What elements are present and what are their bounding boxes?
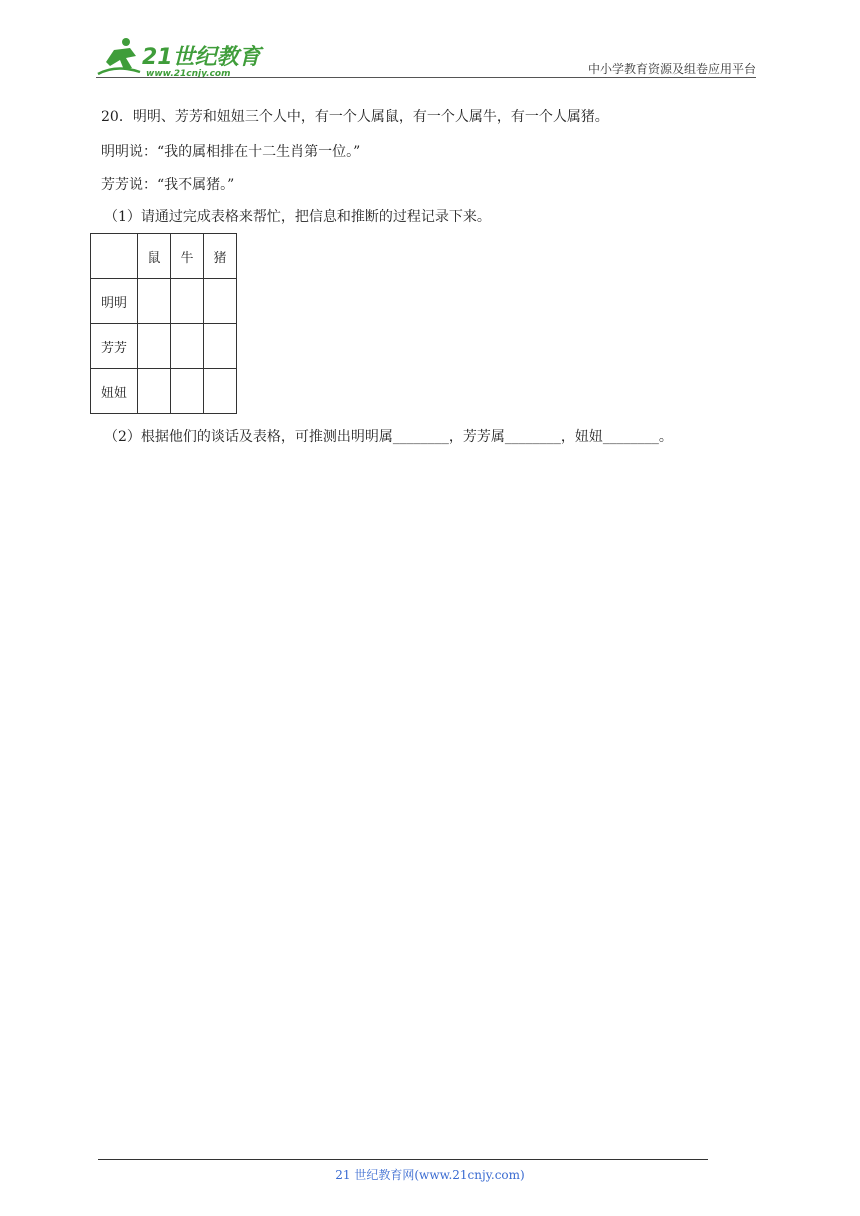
row-label-mingming: 明明 [91, 279, 138, 324]
runner-logo-icon [96, 36, 266, 80]
logo-main-text: 21世纪教育 [142, 45, 261, 70]
answer-cell[interactable] [138, 369, 171, 414]
column-header-rat: 鼠 [138, 234, 171, 279]
answer-cell[interactable] [171, 279, 204, 324]
table-row [91, 324, 237, 369]
table-row [91, 369, 237, 414]
answer-cell[interactable] [171, 324, 204, 369]
site-logo [96, 36, 266, 80]
table-row [91, 279, 237, 324]
part-2-prompt: （2）根据他们的谈话及表格，可推测出明明属________，芳芳属________，妞妞________。 [104, 429, 673, 445]
answer-cell[interactable] [204, 324, 237, 369]
fangfang-statement: 芳芳说：“我不属猪。” [101, 177, 235, 193]
column-header-pig: 猪 [204, 234, 237, 279]
question-stem: 20．明明、芳芳和妞妞三个人中，有一个人属鼠，有一个人属牛，有一个人属猪。 [101, 109, 609, 125]
logo-sub-text: www.21cnjy.com [146, 69, 231, 79]
answer-cell[interactable] [138, 324, 171, 369]
footer-link[interactable]: 21 世纪教育网(www.21cnjy.com) [335, 1168, 525, 1182]
answer-cell[interactable] [171, 369, 204, 414]
column-header-ox: 牛 [171, 234, 204, 279]
part-1-prompt: （1）请通过完成表格来帮忙，把信息和推断的过程记录下来。 [104, 209, 491, 225]
row-label-fangfang: 芳芳 [91, 324, 138, 369]
reasoning-table [90, 233, 237, 414]
table-corner-cell [91, 234, 138, 279]
answer-cell[interactable] [138, 279, 171, 324]
mingming-statement: 明明说：“我的属相排在十二生肖第一位。” [101, 144, 361, 160]
row-label-niuniu: 妞妞 [91, 369, 138, 414]
answer-cell[interactable] [204, 369, 237, 414]
header-tagline: 中小学教育资源及组卷应用平台 [587, 62, 756, 76]
footer-divider [98, 1159, 708, 1160]
table-header-row [91, 234, 237, 279]
answer-cell[interactable] [204, 279, 237, 324]
header-divider [96, 77, 756, 78]
